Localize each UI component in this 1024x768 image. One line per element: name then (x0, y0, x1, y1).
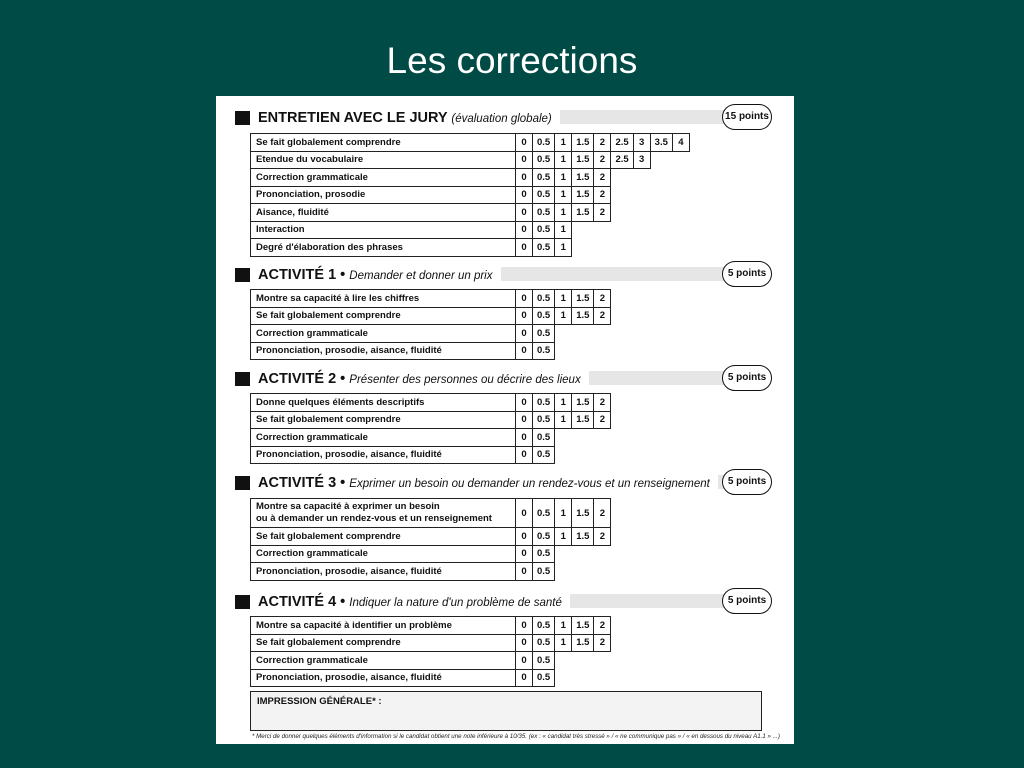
score-cell[interactable]: 0 (516, 669, 533, 687)
score-cell[interactable]: 1.5 (572, 169, 594, 187)
score-cell[interactable]: 1 (555, 186, 572, 204)
table-row (251, 634, 611, 652)
score-cell[interactable]: 0 (516, 394, 533, 412)
table-row (251, 307, 611, 325)
table-row (251, 151, 690, 169)
section-header (216, 471, 794, 497)
score-cell[interactable]: 1.5 (572, 204, 594, 222)
table-row (251, 290, 611, 308)
score-cell[interactable]: 2.5 (611, 134, 633, 152)
criteria-table (250, 393, 611, 464)
score-cell[interactable]: 2 (594, 394, 611, 412)
score-cell[interactable]: 1 (555, 499, 572, 528)
criterion-label: Prononciation, prosodie (251, 186, 516, 204)
table-row (251, 186, 690, 204)
section-title: ACTIVITÉ 1 • Demander et donner un prix (258, 263, 501, 287)
score-cell[interactable]: 0 (516, 634, 533, 652)
criterion-label: Montre sa capacité à lire les chiffres (251, 290, 516, 308)
criterion-label: Prononciation, prosodie, aisance, fluidité (251, 669, 516, 687)
criteria-table (250, 133, 690, 257)
table-row (251, 239, 690, 257)
score-cell[interactable]: 1.5 (572, 634, 594, 652)
score-cell[interactable]: 0.5 (533, 617, 555, 635)
table-row (251, 669, 611, 687)
score-cell[interactable]: 2 (594, 307, 611, 325)
score-cell[interactable]: 1.5 (572, 528, 594, 546)
bullet-square-icon (235, 595, 250, 609)
table-row (251, 325, 611, 343)
criteria-table (250, 289, 611, 360)
criterion-label: Montre sa capacité à identifier un problème (251, 617, 516, 635)
score-cell[interactable]: 1.5 (572, 411, 594, 429)
score-cell[interactable]: 0.5 (533, 528, 555, 546)
footnote: * Merci de donner quelques éléments d'information si le candidat obtient une note inférieure à 10/35. (ex : « candidat très stressé » / « ne communique pas » / « en dessous du niveau A1.1 » ...) (252, 733, 780, 740)
bullet-square-icon (235, 111, 250, 125)
score-cell[interactable]: 1.5 (572, 617, 594, 635)
score-cell[interactable]: 0.5 (533, 446, 555, 464)
score-cell[interactable]: 0 (516, 169, 533, 187)
score-cell[interactable]: 0.5 (533, 563, 555, 581)
section-title: ACTIVITÉ 3 • Exprimer un besoin ou demander un rendez-vous et un renseignement (258, 471, 718, 495)
section-header (216, 263, 794, 289)
evaluation-sheet (216, 96, 794, 744)
score-cell[interactable]: 0 (516, 325, 533, 343)
score-cell[interactable]: 1 (555, 290, 572, 308)
table-row (251, 499, 611, 528)
score-cell[interactable]: 0 (516, 221, 533, 239)
score-cell[interactable]: 0.5 (533, 290, 555, 308)
score-cell[interactable]: 0 (516, 239, 533, 257)
score-cell[interactable]: 2 (594, 151, 611, 169)
score-cell[interactable]: 0.5 (533, 134, 555, 152)
impression-label: IMPRESSION GÉNÉRALE* : (257, 696, 382, 707)
score-cell[interactable]: 3.5 (650, 134, 672, 152)
score-cell[interactable]: 1 (555, 239, 572, 257)
score-cell[interactable]: 0.5 (533, 342, 555, 360)
score-cell[interactable]: 0.5 (533, 545, 555, 563)
table-row (251, 169, 690, 187)
score-cell[interactable]: 0 (516, 342, 533, 360)
score-cell[interactable]: 0 (516, 652, 533, 670)
points-badge: 5 points (722, 469, 772, 495)
table-row (251, 134, 690, 152)
score-cell[interactable]: 1.5 (572, 499, 594, 528)
table-row (251, 411, 611, 429)
score-cell[interactable]: 0.5 (533, 652, 555, 670)
score-cell[interactable]: 0.5 (533, 221, 555, 239)
score-cell[interactable]: 1 (555, 134, 572, 152)
score-cell[interactable]: 1 (555, 169, 572, 187)
score-cell[interactable]: 0.5 (533, 151, 555, 169)
points-badge: 5 points (722, 588, 772, 614)
score-cell[interactable]: 0 (516, 307, 533, 325)
score-cell[interactable]: 1.5 (572, 186, 594, 204)
score-cell[interactable]: 0.5 (533, 325, 555, 343)
section-title: ACTIVITÉ 2 • Présenter des personnes ou décrire des lieux (258, 367, 589, 391)
score-cell[interactable]: 0.5 (533, 634, 555, 652)
section-header (216, 367, 794, 393)
criteria-table (250, 498, 611, 581)
score-cell[interactable]: 1.5 (572, 307, 594, 325)
score-cell[interactable]: 2 (594, 134, 611, 152)
table-row (251, 221, 690, 239)
criterion-label: Etendue du vocabulaire (251, 151, 516, 169)
score-cell[interactable]: 2 (594, 617, 611, 635)
table-row (251, 394, 611, 412)
criterion-label: Correction grammaticale (251, 545, 516, 563)
score-cell[interactable]: 1.5 (572, 151, 594, 169)
criterion-label: Donne quelques éléments descriptifs (251, 394, 516, 412)
points-badge: 5 points (722, 261, 772, 287)
criterion-label: Montre sa capacité à exprimer un besoin ou à demander un rendez-vous et un renseignement (251, 499, 516, 528)
score-cell[interactable]: 0 (516, 499, 533, 528)
score-cell[interactable]: 0 (516, 429, 533, 447)
score-cell[interactable]: 1 (555, 394, 572, 412)
score-cell[interactable]: 2 (594, 411, 611, 429)
criterion-label: Interaction (251, 221, 516, 239)
header-bar (576, 371, 746, 385)
criterion-label: Correction grammaticale (251, 169, 516, 187)
bullet-square-icon (235, 268, 250, 282)
section-header (216, 106, 794, 132)
table-row (251, 429, 611, 447)
criterion-label: Se fait globalement comprendre (251, 307, 516, 325)
score-cell[interactable]: 1 (555, 634, 572, 652)
score-cell[interactable]: 0 (516, 617, 533, 635)
score-cell[interactable]: 0.5 (533, 499, 555, 528)
score-cell[interactable]: 2.5 (611, 151, 633, 169)
score-cell[interactable]: 2 (594, 499, 611, 528)
criterion-label: Se fait globalement comprendre (251, 411, 516, 429)
score-cell[interactable]: 2 (594, 290, 611, 308)
score-cell[interactable]: 0 (516, 545, 533, 563)
score-cell[interactable]: 2 (594, 634, 611, 652)
score-cell[interactable]: 4 (672, 134, 689, 152)
table-row (251, 545, 611, 563)
score-cell[interactable]: 1 (555, 617, 572, 635)
score-cell[interactable]: 0.5 (533, 394, 555, 412)
header-bar (496, 267, 746, 281)
criterion-label: Correction grammaticale (251, 429, 516, 447)
impression-generale-box[interactable] (250, 691, 762, 731)
score-cell[interactable]: 1 (555, 528, 572, 546)
criteria-table (250, 616, 611, 687)
criterion-label: Se fait globalement comprendre (251, 134, 516, 152)
score-cell[interactable]: 0 (516, 134, 533, 152)
header-bar (546, 110, 746, 124)
score-cell[interactable]: 0 (516, 528, 533, 546)
score-cell[interactable]: 0.5 (533, 669, 555, 687)
table-row (251, 652, 611, 670)
score-cell[interactable]: 1 (555, 204, 572, 222)
score-cell[interactable]: 1 (555, 151, 572, 169)
table-row (251, 528, 611, 546)
score-cell[interactable]: 1.5 (572, 134, 594, 152)
score-cell[interactable]: 1.5 (572, 394, 594, 412)
points-badge: 15 points (722, 104, 772, 130)
points-badge: 5 points (722, 365, 772, 391)
criterion-label: Prononciation, prosodie, aisance, fluidité (251, 563, 516, 581)
score-cell[interactable]: 0.5 (533, 169, 555, 187)
bullet-square-icon (235, 372, 250, 386)
slide-title: Les corrections (386, 40, 638, 81)
score-cell[interactable]: 2 (594, 528, 611, 546)
score-cell[interactable]: 0.5 (533, 204, 555, 222)
criterion-label: Aisance, fluidité (251, 204, 516, 222)
section-title: ACTIVITÉ 4 • Indiquer la nature d'un problème de santé (258, 590, 570, 614)
table-row (251, 563, 611, 581)
criterion-label: Se fait globalement comprendre (251, 528, 516, 546)
score-cell[interactable]: 3 (633, 151, 650, 169)
criterion-label: Se fait globalement comprendre (251, 634, 516, 652)
bullet-square-icon (235, 476, 250, 490)
score-cell[interactable]: 0 (516, 411, 533, 429)
score-cell[interactable]: 2 (594, 186, 611, 204)
table-row (251, 342, 611, 360)
score-cell[interactable]: 0 (516, 290, 533, 308)
criterion-label: Prononciation, prosodie, aisance, fluidité (251, 446, 516, 464)
score-cell[interactable]: 2 (594, 204, 611, 222)
score-cell[interactable]: 0.5 (533, 429, 555, 447)
score-cell[interactable]: 0 (516, 204, 533, 222)
score-cell[interactable]: 1 (555, 221, 572, 239)
criterion-label: Prononciation, prosodie, aisance, fluidité (251, 342, 516, 360)
section-header (216, 590, 794, 616)
score-cell[interactable]: 0.5 (533, 411, 555, 429)
section-title: ENTRETIEN AVEC LE JURY (évaluation globale) (258, 106, 560, 130)
score-cell[interactable]: 0 (516, 563, 533, 581)
score-cell[interactable]: 1.5 (572, 290, 594, 308)
header-bar (556, 594, 746, 608)
criterion-label: Correction grammaticale (251, 325, 516, 343)
score-cell[interactable]: 0 (516, 446, 533, 464)
criterion-label: Degré d'élaboration des phrases (251, 239, 516, 257)
score-cell[interactable]: 0.5 (533, 186, 555, 204)
table-row (251, 204, 690, 222)
criterion-label: Correction grammaticale (251, 652, 516, 670)
score-cell[interactable]: 1 (555, 307, 572, 325)
table-row (251, 617, 611, 635)
score-cell[interactable]: 0.5 (533, 239, 555, 257)
table-row (251, 446, 611, 464)
score-cell[interactable]: 2 (594, 169, 611, 187)
score-cell[interactable]: 0 (516, 151, 533, 169)
score-cell[interactable]: 1 (555, 411, 572, 429)
score-cell[interactable]: 3 (633, 134, 650, 152)
score-cell[interactable]: 0.5 (533, 307, 555, 325)
score-cell[interactable]: 0 (516, 186, 533, 204)
